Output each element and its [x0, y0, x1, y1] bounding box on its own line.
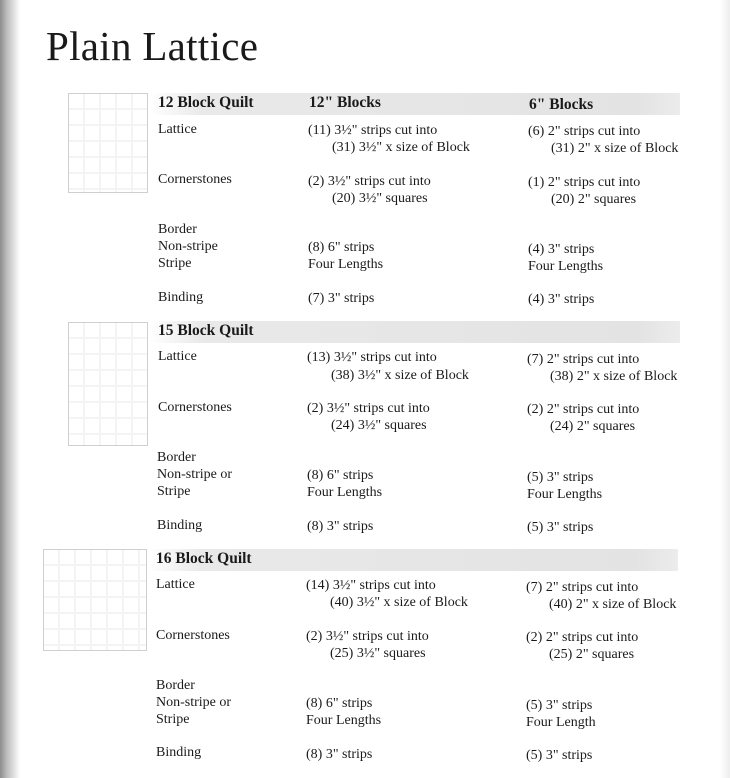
section-title: 15 Block Quilt [158, 322, 254, 339]
page-edge-shadow [720, 0, 730, 778]
row-label-cornerstones: Cornerstones [158, 172, 232, 187]
cornerstones-12-line-1: (2) 3½" strips cut into [307, 401, 430, 416]
row-label-cornerstones: Cornerstones [156, 628, 230, 643]
cornerstones-12-line-2: (20) 3½" squares [332, 191, 428, 206]
binding-6: (4) 3" strips [528, 292, 595, 307]
row-label-border: Border [156, 678, 195, 693]
row-label-lattice: Lattice [158, 122, 197, 137]
border-12-line-1: (8) 6" strips [307, 468, 374, 483]
column-header-6-inch: 6" Blocks [529, 96, 594, 113]
cornerstones-12-line-1: (2) 3½" strips cut into [306, 629, 429, 644]
border-6-line-1: (5) 3" strips [527, 470, 594, 485]
row-label-binding: Binding [158, 290, 204, 305]
cornerstones-6-line-1: (2) 2" strips cut into [527, 402, 640, 417]
border-6-line-1: (4) 3" strips [528, 242, 595, 257]
section-title: 16 Block Quilt [156, 550, 252, 567]
border-12-line-2: Four Lengths [306, 713, 382, 728]
lattice-12-line-1: (14) 3½" strips cut into [306, 578, 436, 593]
cornerstones-12-line-1: (2) 3½" strips cut into [308, 174, 431, 189]
lattice-12-line-1: (11) 3½" strips cut into [308, 123, 438, 138]
border-6-line-2: Four Length [526, 715, 596, 730]
border-6-line-2: Four Lengths [527, 487, 603, 502]
row-label-non-stripe-or: Non-stripe or [157, 467, 233, 482]
binding-6: (5) 3" strips [526, 748, 593, 763]
cornerstones-12-line-2: (24) 3½" squares [331, 418, 427, 433]
border-12-line-2: Four Lengths [308, 257, 384, 272]
cornerstones-6-line-1: (2) 2" strips cut into [526, 630, 639, 645]
cornerstones-6-line-2: (24) 2" squares [550, 419, 636, 434]
lattice-6-line-1: (7) 2" strips cut into [526, 580, 639, 595]
binding-12: (7) 3" strips [308, 291, 375, 306]
border-12-line-2: Four Lengths [307, 485, 383, 500]
border-6-line-2: Four Lengths [528, 259, 604, 274]
lattice-12-line-1: (13) 3½" strips cut into [307, 350, 437, 365]
row-label-border: Border [158, 222, 197, 237]
border-6-line-1: (5) 3" strips [526, 698, 593, 713]
lattice-6-line-2: (40) 2" x size of Block [549, 597, 677, 612]
row-label-binding: Binding [157, 518, 203, 533]
cornerstones-6-line-2: (20) 2" squares [551, 192, 637, 207]
cornerstones-6-line-1: (1) 2" strips cut into [528, 175, 641, 190]
binding-12: (8) 3" strips [307, 519, 374, 534]
border-12-line-1: (8) 6" strips [306, 696, 373, 711]
section-title: 12 Block Quilt [158, 94, 254, 111]
row-label-stripe: Stripe [156, 712, 190, 727]
binding-12: (8) 3" strips [306, 747, 373, 762]
book-spine-shadow [0, 0, 20, 778]
column-header-12-inch: 12" Blocks [309, 94, 381, 111]
cornerstones-6-line-2: (25) 2" squares [549, 647, 635, 662]
lattice-12-line-2: (38) 3½" x size of Block [331, 368, 469, 383]
lattice-6-line-2: (31) 2" x size of Block [551, 141, 679, 156]
lattice-6-line-2: (38) 2" x size of Block [550, 369, 678, 384]
lattice-6-line-1: (6) 2" strips cut into [528, 124, 641, 139]
lattice-12-line-2: (31) 3½" x size of Block [332, 140, 470, 155]
quilt-thumbnail-icon [68, 93, 148, 193]
row-label-lattice: Lattice [158, 349, 197, 364]
quilt-thumbnail-icon [43, 549, 147, 651]
row-label-stripe: Stripe [157, 484, 191, 499]
border-12-line-1: (8) 6" strips [308, 240, 375, 255]
cornerstones-12-line-2: (25) 3½" squares [330, 646, 426, 661]
row-label-cornerstones: Cornerstones [158, 400, 232, 415]
lattice-6-line-1: (7) 2" strips cut into [527, 352, 640, 367]
row-label-lattice: Lattice [156, 577, 195, 592]
row-label-non-stripe-or: Non-stripe or [156, 695, 232, 710]
row-label-stripe: Stripe [158, 256, 192, 271]
row-label-border: Border [157, 450, 196, 465]
lattice-12-line-2: (40) 3½" x size of Block [330, 595, 468, 610]
page-title: Plain Lattice [46, 23, 259, 69]
row-label-binding: Binding [156, 745, 202, 760]
binding-6: (5) 3" strips [527, 520, 594, 535]
quilt-thumbnail-icon [68, 322, 148, 446]
row-label-non-stripe: Non-stripe [158, 239, 218, 254]
